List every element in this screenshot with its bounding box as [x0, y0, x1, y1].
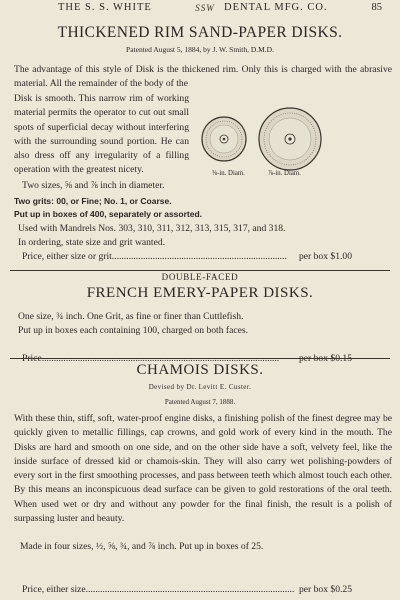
small-disk-illustration — [202, 117, 246, 161]
section-title-emery: FRENCH EMERY-PAPER DISKS. — [86, 285, 314, 301]
price-value: per box $1.00 — [297, 250, 352, 264]
patent-line: Patented August 7, 1888. — [164, 398, 236, 406]
disk-illustrations — [186, 104, 326, 190]
section-kicker: DOUBLE-FACED — [161, 272, 239, 282]
caption-small-disk: ⅝-in. Diam. — [212, 170, 245, 177]
price-label: Price, either size — [22, 583, 86, 595]
publisher-name-2: DENTAL MFG. CO. — [224, 2, 328, 13]
chamois-sizes-line: Made in four sizes, ½, ⅝, ¾, and ⅞ inch. Put up in boxes of 25. — [20, 541, 264, 552]
section-divider — [10, 270, 390, 271]
emery-boxes-line: Put up in boxes each containing 100, charged on both faces. — [18, 325, 249, 336]
mandrels-line: Used with Mandrels Nos. 303, 310, 311, 312, 313, 315, 317, and 318. — [18, 223, 286, 234]
large-disk-illustration — [259, 108, 321, 170]
devised-by-line: Devised by Dr. Levitt E. Custer. — [148, 383, 252, 391]
ordering-line: In ordering, state size and grit wanted. — [18, 237, 166, 248]
price-value: per box $0.25 — [297, 583, 352, 597]
section-title-sandpaper: THICKENED RIM SAND-PAPER DISKS. — [57, 24, 343, 41]
boxes-line: Put up in boxes of 400, separately or assorted. — [14, 209, 203, 219]
publisher-name: THE S. S. WHITE — [58, 2, 152, 13]
patent-line: Patented August 5, 1884, by J. W. Smith, D.M.D. — [126, 45, 274, 54]
monogram-logo — [194, 1, 216, 16]
price-label: Price, either size or grit — [22, 251, 112, 262]
sizes-line: Two sizes, ⅝ and ⅞ inch in diameter. — [22, 180, 165, 191]
price-line-sandpaper: Price, either size or grit......................................................................... per box $1.00 — [22, 250, 352, 264]
emery-size-line: One size, ¾ inch. One Grit, as fine or finer than Cuttlefish. — [18, 311, 244, 322]
price-line-chamois: Price, either size....................................................................................... per box $0.25 — [22, 583, 352, 597]
grits-line: Two grits: 00, or Fine; No. 1, or Coarse. — [14, 196, 172, 206]
caption-large-disk: ⅞-in. Diam. — [268, 170, 301, 177]
svg-text:SSW: SSW — [195, 3, 215, 13]
section-divider — [10, 358, 390, 359]
running-head — [18, 2, 390, 16]
paragraph-chamois: With these thin, stiff, soft, water-proof engine disks, a finishing polish of the finest degree may be quickly given to metallic fillings, cap crowns, and gold work of every kind in the mouth. The Disks are hard and smooth on one side, and on the other side have a soft, velvety feel, like the inside surface of dressed kid or chamois-skin. They will also carry wet polishing-powders of every sort in the first smoothing processes, and pass between teeth which almost touch each other. By this means an inconspicuous dead surface can be given to gold restorations of the oral teeth. When used wet or dry and without any powder for the final finish, the result is a polish of surpassing luster and beauty. — [14, 413, 392, 525]
page-number: 85 — [371, 2, 382, 13]
paragraph-narrow: Disk is smooth. This narrow rim of working material permits the operator to cut out small spots of superficial decay without interfering with the surrounding sound portion. He can also dress off any irregularity of a filling operation with the greatest nicety. — [14, 93, 189, 176]
paragraph-intro: The advantage of this style of Disk is the thickened rim. Only this is charged with the abrasive material. All the remainder of the body of the — [14, 64, 392, 90]
section-title-chamois: CHAMOIS DISKS. — [136, 362, 264, 378]
